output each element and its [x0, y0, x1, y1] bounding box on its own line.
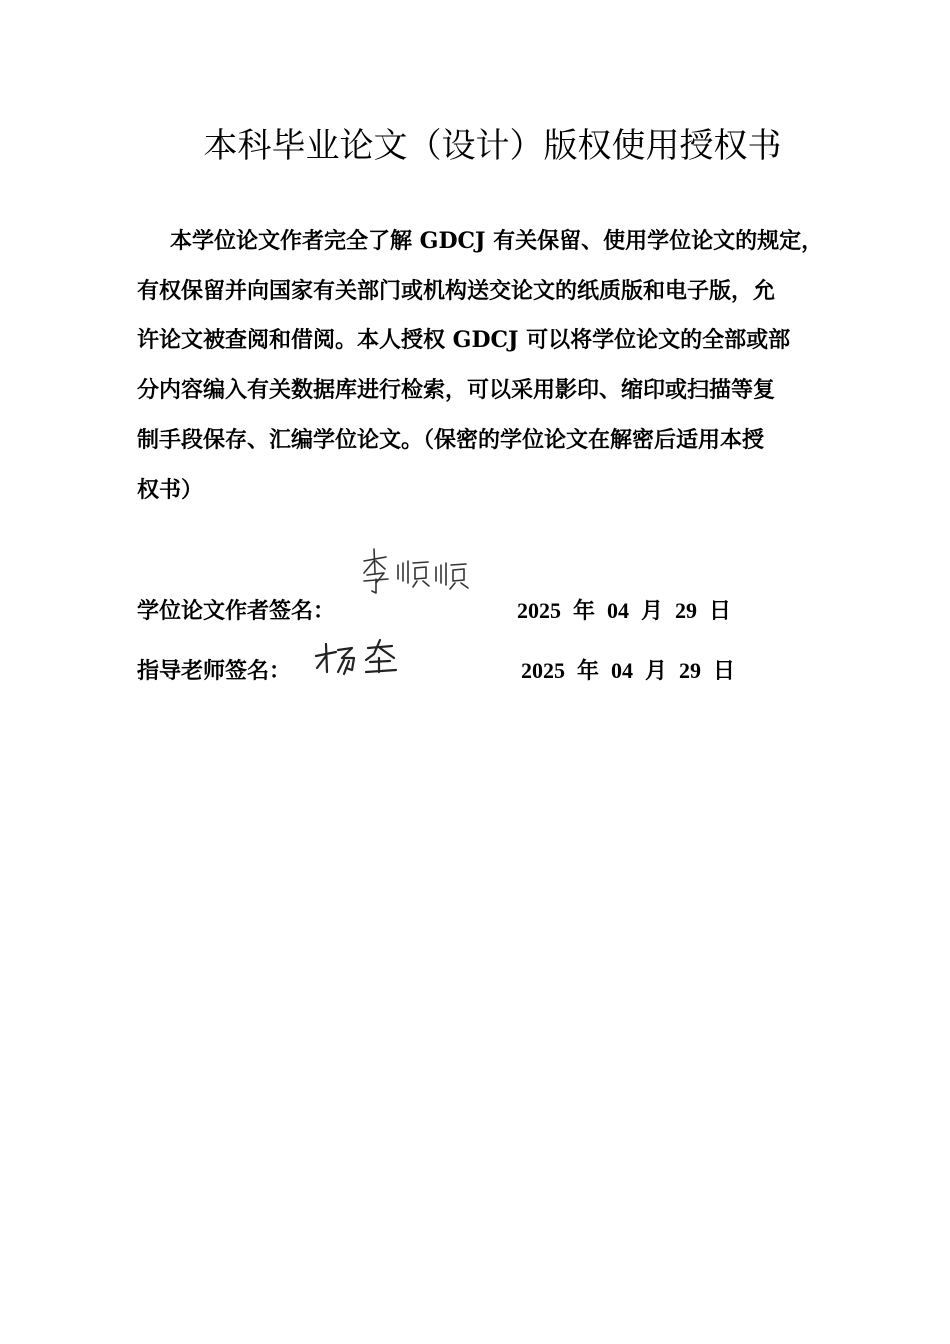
document-title: 本科毕业论文（设计）版权使用授权书 — [203, 126, 782, 166]
author-handwritten-signature — [358, 543, 478, 599]
advisor-sign-date — [521, 656, 735, 686]
author-date-month-unit: 月 — [641, 598, 664, 623]
advisor-date-month-unit: 月 — [645, 658, 668, 683]
advisor-date-year: 2025 — [521, 658, 565, 683]
advisor-date-month: 04 — [611, 658, 634, 683]
paragraph-line: 权书） — [137, 477, 204, 503]
paragraph-line: 有权保留并向国家有关部门或机构送交论文的纸质版和电子版，允 — [137, 278, 776, 304]
author-signature-label: 学位论文作者签名： — [137, 598, 336, 624]
author-date-year: 2025 — [517, 598, 561, 623]
author-sign-date — [517, 596, 731, 626]
advisor-signature-label: 指导老师签名： — [137, 658, 292, 684]
author-date-year-unit: 年 — [573, 598, 596, 623]
advisor-date-day-unit: 日 — [713, 658, 736, 683]
author-date-day-unit: 日 — [709, 598, 732, 623]
advisor-date-year-unit: 年 — [577, 658, 600, 683]
paragraph-line: 制手段保存、汇编学位论文。（保密的学位论文在解密后适用本授 — [137, 427, 765, 453]
advisor-handwritten-signature — [312, 636, 408, 680]
author-date-day: 29 — [675, 598, 698, 623]
author-date-month: 04 — [607, 598, 630, 623]
paragraph-line: 本学位论文作者完全了解 GDCJ 有关保留、使用学位论文的规定， — [170, 228, 824, 254]
advisor-date-day: 29 — [679, 658, 702, 683]
paragraph-line: 许论文被查阅和借阅。本人授权 GDCJ 可以将学位论文的全部或部 — [137, 327, 791, 353]
paragraph-line: 分内容编入有关数据库进行检索，可以采用影印、缩印或扫描等复 — [137, 377, 776, 403]
